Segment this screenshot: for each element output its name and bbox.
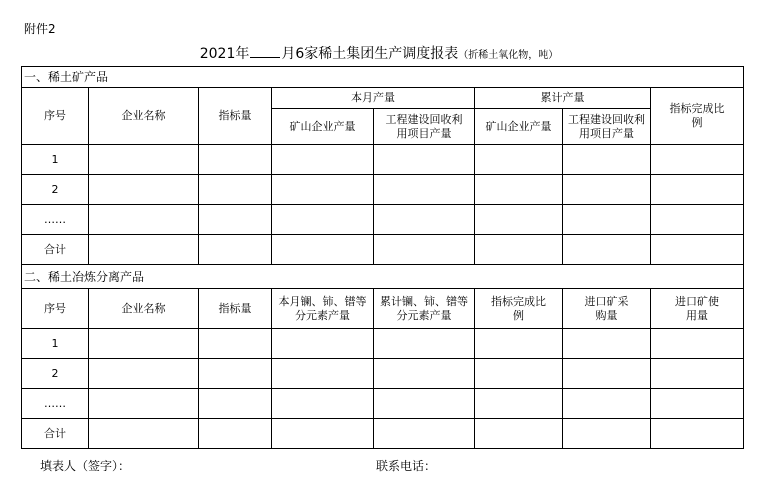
s2-cell[interactable] — [475, 359, 563, 389]
s2-cell[interactable] — [89, 389, 199, 419]
s1-header-month-project — [374, 109, 475, 145]
report-table — [21, 66, 744, 449]
s2-total-label: 合计 — [22, 419, 89, 449]
s1-header-cum-mine-output: 矿山企业产量 — [475, 109, 563, 145]
s1-header-company: 企业名称 — [89, 88, 199, 145]
s2-header-import-use-text: 进口矿使用量 — [675, 294, 719, 322]
s1-row-seq: 2 — [22, 175, 89, 205]
s1-cell[interactable] — [89, 235, 199, 265]
s1-cell[interactable] — [199, 235, 272, 265]
s2-cell[interactable] — [651, 359, 744, 389]
s1-header-completion-ratio — [651, 88, 744, 145]
s1-cell[interactable] — [272, 205, 374, 235]
s1-cell[interactable] — [374, 145, 475, 175]
s1-cell[interactable] — [89, 145, 199, 175]
s2-header-quota: 指标量 — [199, 289, 272, 329]
s2-header-monthly-elements-text: 本月镧、铈、镨等分元素产量 — [278, 294, 367, 322]
s1-cell[interactable] — [475, 205, 563, 235]
s2-cell[interactable] — [475, 419, 563, 449]
s1-cell[interactable] — [89, 205, 199, 235]
s1-cell[interactable] — [199, 175, 272, 205]
attachment-label: 附件2 — [24, 22, 56, 36]
section2-heading: 二、稀土冶炼分离产品 — [22, 265, 744, 289]
s2-cell[interactable] — [272, 389, 374, 419]
s1-cell[interactable] — [651, 145, 744, 175]
contact-phone-label: 联系电话： — [376, 459, 437, 473]
s2-cell[interactable] — [475, 329, 563, 359]
s1-cell[interactable] — [374, 175, 475, 205]
s1-header-seq: 序号 — [22, 88, 89, 145]
s2-cell[interactable] — [651, 329, 744, 359]
s1-header-this-month: 本月产量 — [272, 88, 475, 109]
s2-header-cumulative-elements-text: 累计镧、铈、镨等分元素产量 — [380, 294, 468, 322]
s2-header-cumulative-elements — [374, 289, 475, 329]
s2-cell[interactable] — [563, 389, 651, 419]
s1-cell[interactable] — [563, 145, 651, 175]
s2-cell[interactable] — [89, 329, 199, 359]
s1-cell[interactable] — [374, 235, 475, 265]
title-main: 月6家稀土集团生产调度报表 — [281, 46, 459, 62]
s1-cell[interactable] — [651, 175, 744, 205]
s2-cell[interactable] — [475, 389, 563, 419]
month-blank — [250, 44, 280, 58]
s2-cell[interactable] — [199, 419, 272, 449]
s2-cell[interactable] — [651, 389, 744, 419]
s1-header-quota: 指标量 — [199, 88, 272, 145]
s2-cell[interactable] — [89, 359, 199, 389]
s2-header-import-purchase — [563, 289, 651, 329]
s1-cell[interactable] — [89, 175, 199, 205]
s2-cell[interactable] — [272, 359, 374, 389]
s2-cell[interactable] — [374, 359, 475, 389]
s2-cell[interactable] — [563, 419, 651, 449]
s2-row-seq: 2 — [22, 359, 89, 389]
s1-cell[interactable] — [475, 145, 563, 175]
s1-header-completion-ratio-text: 指标完成比例 — [669, 102, 725, 129]
s2-cell[interactable] — [199, 329, 272, 359]
s1-cell[interactable] — [651, 235, 744, 265]
s2-cell[interactable] — [374, 419, 475, 449]
s2-row-seq: …… — [22, 389, 89, 419]
s1-cell[interactable] — [199, 205, 272, 235]
s2-cell[interactable] — [199, 389, 272, 419]
s1-cell[interactable] — [651, 205, 744, 235]
s1-cell[interactable] — [199, 145, 272, 175]
s2-header-completion-ratio — [475, 289, 563, 329]
s2-cell[interactable] — [374, 329, 475, 359]
s2-cell[interactable] — [89, 419, 199, 449]
s1-cell[interactable] — [475, 175, 563, 205]
s2-header-completion-ratio-text: 指标完成比例 — [491, 294, 546, 322]
s2-cell[interactable] — [563, 329, 651, 359]
s2-row-seq: 1 — [22, 329, 89, 359]
s1-header-cum-project — [563, 109, 651, 145]
report-title — [0, 43, 758, 63]
s2-header-company: 企业名称 — [89, 289, 199, 329]
s2-header-import-purchase-text: 进口矿采购量 — [584, 294, 629, 322]
s1-cell[interactable] — [272, 235, 374, 265]
s1-header-cum-project-text: 工程建设回收利用项目产量 — [568, 112, 645, 140]
s2-cell[interactable] — [272, 419, 374, 449]
title-year: 2021年 — [199, 46, 250, 62]
s2-header-import-use — [651, 289, 744, 329]
s1-total-label: 合计 — [22, 235, 89, 265]
s2-cell[interactable] — [199, 359, 272, 389]
s2-header-seq: 序号 — [22, 289, 89, 329]
s2-header-monthly-elements — [272, 289, 374, 329]
filler-signature-label: 填表人（签字）： — [40, 459, 131, 473]
title-unit-note: （折稀土氧化物，吨） — [458, 50, 559, 61]
s1-row-seq: 1 — [22, 145, 89, 175]
s1-cell[interactable] — [272, 175, 374, 205]
s1-cell[interactable] — [563, 235, 651, 265]
s2-cell[interactable] — [272, 329, 374, 359]
s1-cell[interactable] — [272, 145, 374, 175]
s2-cell[interactable] — [563, 359, 651, 389]
s2-cell[interactable] — [651, 419, 744, 449]
s1-row-seq: …… — [22, 205, 89, 235]
s1-header-cumulative: 累计产量 — [475, 88, 651, 109]
s1-header-month-mine-output: 矿山企业产量 — [272, 109, 374, 145]
s1-cell[interactable] — [563, 205, 651, 235]
s1-header-month-project-text: 工程建设回收利用项目产量 — [385, 112, 463, 140]
s1-cell[interactable] — [563, 175, 651, 205]
s1-cell[interactable] — [374, 205, 475, 235]
s1-cell[interactable] — [475, 235, 563, 265]
s2-cell[interactable] — [374, 389, 475, 419]
section1-heading: 一、稀土矿产品 — [22, 67, 744, 88]
